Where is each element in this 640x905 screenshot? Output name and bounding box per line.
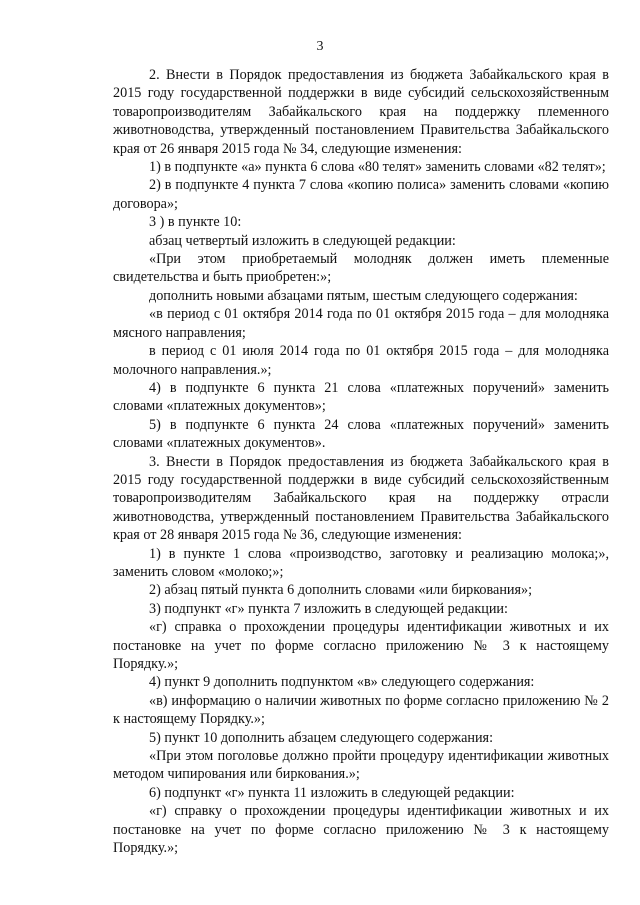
paragraph-item-3: 3 ) в пункте 10:	[149, 214, 242, 231]
paragraph-s3-quote-g-2: «г) справку о прохождении процедуры идентификации животных и их постановке на учет по форме согласно приложению № 3 к настоящему Порядку.»;	[113, 803, 609, 857]
paragraph-s3-item-4: 4) пункт 9 дополнить подпунктом «в» следующего содержания:	[149, 674, 535, 691]
paragraph-s3-quote-v: «в) информацию о наличии животных по форме согласно приложению № 2 к настоящему Порядку.»;	[113, 692, 609, 728]
paragraph-add-abzacs: дополнить новыми абзацами пятым, шестым следующего содержания:	[149, 287, 578, 304]
document-body	[113, 66, 609, 857]
paragraph-item-2: 2) в подпункте 4 пункта 7 слова «копию полиса» заменить словами «копию договора»;	[113, 177, 609, 212]
paragraph-period-meat: «в период с 01 октября 2014 года по 01 октября 2015 года – для молодняка мясного направления;	[113, 306, 609, 341]
paragraph-s3-quote-chipping: «При этом поголовье должно пройти процедуру идентификации животных методом чипирования или биркования.»;	[113, 748, 609, 783]
paragraph-section-3-intro: 3. Внести в Порядок предоставления из бюджета Забайкальского края в 2015 году государственной поддержки в виде субсидий сельскохозяйственным товаропроизводителям Забайкальского края на поддержку отрасли животноводства, утвержденный постановлением Правительства Забайкальского края от 28 января 2015 года № 36, следующие изменения:	[113, 453, 609, 544]
paragraph-period-dairy: в период с 01 июля 2014 года по 01 октября 2015 года – для молодняка молочного направления.»;	[113, 343, 609, 378]
paragraph-section-2-intro: 2. Внести в Порядок предоставления из бюджета Забайкальского края в 2015 году государственной поддержки в виде субсидий сельскохозяйственным товаропроизводителям Забайкальского края на поддержку племенного животноводства, утвержденный постановлением Правительства Забайкальского края от 26 января 2015 года № 34, следующие изменения:	[113, 67, 609, 157]
paragraph-s3-item-3: 3) подпункт «г» пункта 7 изложить в следующей редакции:	[149, 600, 508, 617]
paragraph-item-4: 4) в подпункте 6 пункта 21 слова «платежных поручений» заменить словами «платежных документов»;	[113, 379, 609, 415]
paragraph-s3-item-1: 1) в пункте 1 слова «производство, заготовку и реализацию молока;», заменить словом «молоко;»;	[113, 545, 609, 580]
paragraph-s3-item-2: 2) абзац пятый пункта 6 дополнить словами «или биркования»;	[149, 582, 533, 599]
paragraph-s3-item-6: 6) подпункт «г» пункта 11 изложить в следующей редакции:	[149, 784, 515, 801]
paragraph-item-1: 1) в подпункте «а» пункта 6 слова «80 телят» заменить словами «82 телят»;	[149, 159, 606, 176]
paragraph-item-5: 5) в подпункте 6 пункта 24 слова «платежных поручений» заменить словами «платежных документов».	[113, 416, 609, 452]
paragraph-s3-item-5: 5) пункт 10 дополнить абзацем следующего содержания:	[149, 729, 494, 746]
paragraph-s3-quote-g-1: «г) справка о прохождении процедуры идентификации животных и их постановке на учет по форме согласно приложению № 3 к настоящему Порядку.»;	[113, 619, 609, 672]
page-number: 3	[316, 39, 324, 54]
paragraph-quote-young-stock: «При этом приобретаемый молодняк должен иметь племенные свидетельства и быть приобретен:»;	[113, 251, 609, 286]
paragraph-item-3-abzac-4: абзац четвертый изложить в следующей редакции:	[149, 232, 456, 249]
